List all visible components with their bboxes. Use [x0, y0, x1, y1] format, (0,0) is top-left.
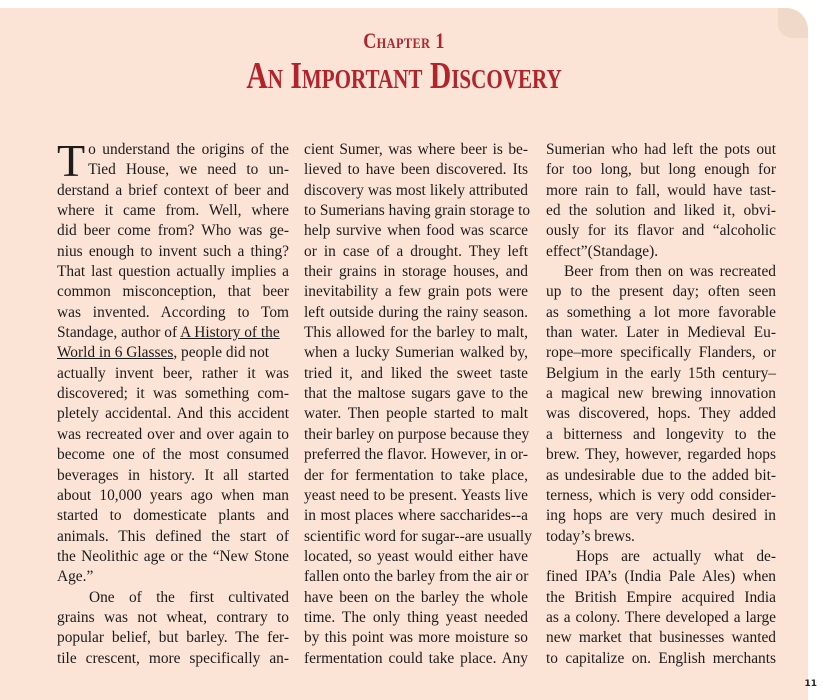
text-line: their barley on purpose because they [304, 425, 530, 443]
text-line [57, 323, 289, 343]
text-line: was discovered, hops. They added [546, 405, 776, 423]
text-line: inevitability a few grain pots were [304, 283, 528, 301]
text-line: a bitterness and longevity to the [546, 425, 776, 443]
text-line: ing hops are very much desired in [546, 507, 776, 525]
text-line: as undesirable due to the added bit- [546, 466, 776, 484]
text-line: brew. They, however, regarded hops [546, 446, 776, 464]
text-line: beverages in history. It all started [57, 466, 289, 484]
text-line: the British Empire acquired India [546, 588, 776, 606]
text-line: as something a lot more favorable [546, 303, 776, 321]
text-line: Beer from then on was recreated [564, 263, 776, 281]
text-line: lieved to have been discovered. Its [304, 161, 528, 179]
text-line: terness, which is very odd consider- [546, 486, 776, 504]
text-line: the Neolithic age or the “New Stone [57, 547, 289, 565]
text-line: than water. Later in Medieval Eu- [546, 324, 776, 342]
text-line: did beer come from? Who was ge- [57, 222, 289, 240]
text-fragment: Standage, author of [57, 324, 181, 342]
text-line: water. Then people started to malt [304, 405, 528, 423]
text-line: Sumerian who had left the pots out [546, 141, 776, 158]
text-line: fined IPA’s (India Pale Ales) when [546, 568, 776, 586]
text-line: actually invent beer, rather it was [57, 364, 289, 382]
text-line: their grains in storage houses, and [304, 263, 528, 281]
book-page [0, 8, 808, 700]
text-line: ously for its flavor and “alcoholic [546, 222, 776, 240]
text-line: o understand the origins of the [88, 141, 289, 158]
text-line: popular belief, but barley. The fer- [57, 629, 289, 647]
chapter-title: An Important Discovery [246, 55, 562, 97]
text-line [57, 343, 289, 363]
text-line: or in case of a drought. They left [304, 242, 528, 260]
text-line: nius enough to invent such a thing? [57, 242, 289, 260]
text-line: by this point was more moisture so [304, 629, 528, 647]
text-line: This allowed for the barley to malt, [304, 324, 528, 342]
text-line: time. The only thing yeast needed [304, 608, 528, 626]
text-line: animals. This defined the start of [57, 527, 289, 545]
text-line: become one of the most consumed [57, 446, 289, 464]
text-line: That last question actually implies a [57, 263, 289, 281]
chapter-header [0, 28, 808, 98]
text-line: that the maltose sugars gave to the [304, 385, 528, 403]
text-line: One of the first cultivated [89, 588, 289, 606]
text-line: more rain to fall, would have tast- [546, 181, 776, 199]
text-line: left outside during the rainy season. [304, 303, 528, 321]
text-line: for too long, but long enough for [546, 161, 776, 179]
text-line: where it came from. Well, where [57, 202, 289, 220]
text-line: common misconception, that beer [57, 283, 289, 301]
text-line: today’s brews. [546, 527, 635, 545]
text-line: Age.” [57, 568, 94, 586]
text-column-1 [57, 135, 289, 669]
text-line: was invented. According to Tom [57, 303, 289, 321]
text-line: help survive when food was scarce [304, 222, 528, 240]
text-line: in most places where saccharides--a [304, 507, 528, 525]
text-line: up to the present day; often seen [546, 283, 776, 301]
text-fragment: , people did not [173, 344, 270, 362]
text-line: about 10,000 years ago when man [57, 486, 289, 504]
book-title-link-cont: World in 6 Glasses [57, 344, 174, 362]
chapter-label: Chapter 1 [363, 28, 445, 53]
text-line: tile crescent, more specifically an- [57, 649, 289, 667]
text-line: started to domesticate plants and [57, 507, 289, 525]
text-line: preferred the flavor. However, in or- [304, 446, 528, 464]
text-line: derstand a brief context of beer and [57, 181, 289, 199]
text-line: was recreated over and over again to [57, 425, 289, 443]
text-line: effect”(Standage). [546, 242, 659, 260]
text-line: to Sumerians having grain storage to [304, 202, 531, 220]
text-line: as a colony. There developed a large [546, 608, 776, 626]
text-line: Tied House, we need to un- [88, 161, 289, 179]
text-line: located, so yeast would either have [304, 547, 528, 565]
text-line: when a lucky Sumerian walked by, [304, 344, 528, 362]
text-line: discovered; it was something com- [57, 385, 289, 403]
text-line: fermentation could take place. Any [304, 649, 528, 667]
text-line: grains was not wheat, contrary to [57, 608, 289, 626]
text-line: cient Sumer, was where beer is be- [304, 141, 528, 158]
text-line: pletely accidental. And this accident [57, 405, 289, 423]
text-line: fallen onto the barley from the air or [304, 568, 529, 586]
text-line: rope–more specifically Flanders, or [546, 344, 776, 362]
text-line: a magical new brewing innovation [546, 385, 776, 403]
text-line: yeast need to be present. Yeasts live [304, 486, 528, 504]
text-column-2 [304, 140, 532, 669]
text-line: new market that businesses wanted [546, 629, 776, 647]
text-line: discovery was most likely attributed [304, 181, 528, 199]
drop-cap: T [57, 135, 86, 186]
text-line: der for fermentation to take place, [304, 466, 528, 484]
book-title-link: A History of the [180, 324, 280, 342]
text-column-3 [546, 140, 776, 669]
text-line: Hops are actually what de- [576, 547, 776, 565]
text-line: Belgium in the early 15th century– [546, 364, 776, 382]
text-line: to capitalize on. English merchants [546, 649, 776, 667]
text-line: scientific word for sugar--are usually [304, 527, 532, 545]
text-line: tried it, and liked the sweet taste [304, 364, 528, 382]
text-line: have been on the barley the whole [304, 588, 528, 606]
text-line: ed the solution and liked it, obvi- [546, 202, 776, 220]
page-number: 11 [804, 679, 817, 689]
